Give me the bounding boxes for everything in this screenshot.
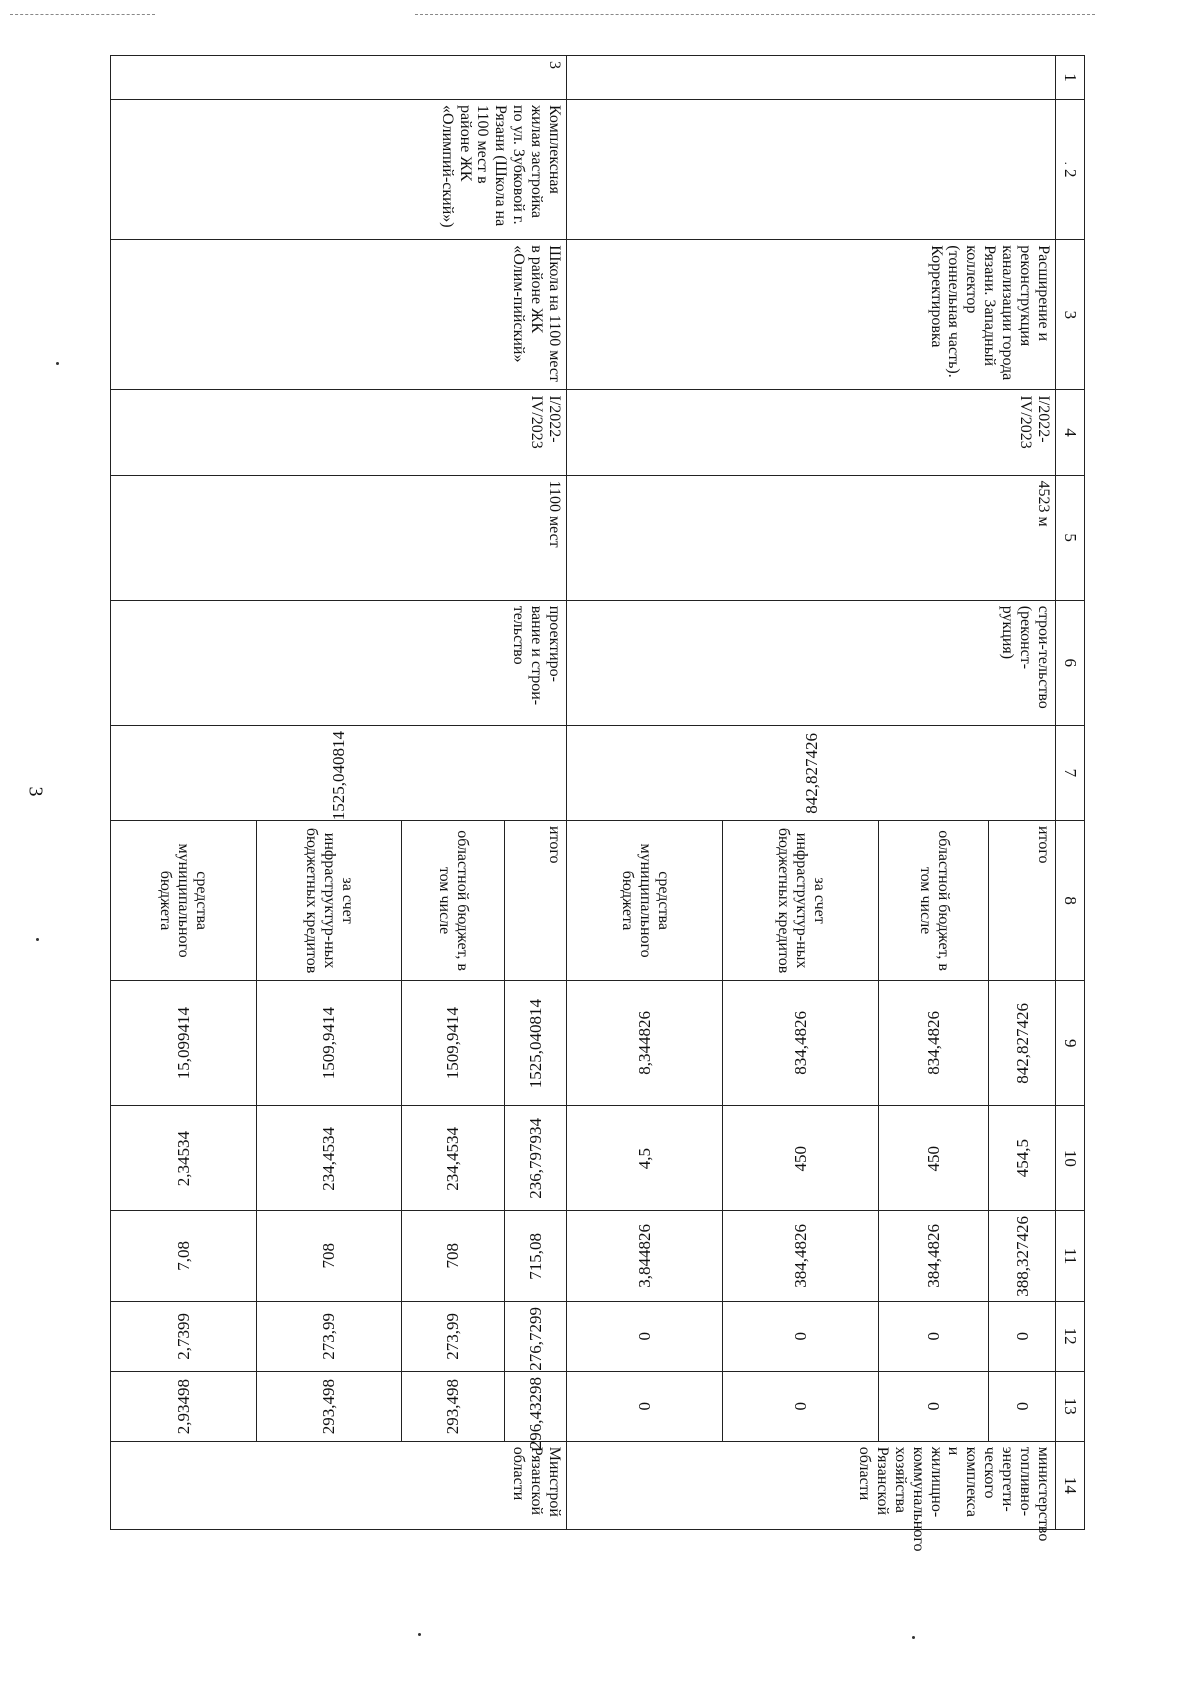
cell-c12: 276,7299: [504, 1301, 566, 1371]
col-header-1: 1: [1056, 56, 1085, 100]
cell-c11: 708: [402, 1211, 505, 1301]
table-row: [989, 56, 1056, 1530]
cell-c9: 834,4826: [723, 981, 879, 1106]
scan-artifact: [415, 14, 1095, 15]
cell-c13: 0: [989, 1371, 1056, 1441]
source-label: за счет инфраструктур-ных бюджетных кредитов: [723, 820, 879, 980]
total-cost: 1525,040814: [111, 725, 567, 820]
cell-c13: 293,498: [256, 1371, 402, 1441]
table-row: [504, 56, 566, 1530]
source-label: итого: [989, 820, 1056, 980]
cell-c13: 293,498: [402, 1371, 505, 1441]
source-label: итого: [504, 820, 566, 980]
cell-c13: 2,93498: [111, 1371, 257, 1441]
scan-speck: [56, 362, 59, 365]
capacity: 1100 мест: [111, 475, 567, 600]
cell-c9: 1509,9414: [256, 981, 402, 1106]
header-row: [1056, 56, 1085, 1530]
col-header-6: 6: [1056, 600, 1085, 725]
cell-c13: 0: [723, 1371, 879, 1441]
col-header-13: 13: [1056, 1371, 1085, 1441]
row-number: [567, 56, 1056, 100]
cell-c11: 715,08: [504, 1211, 566, 1301]
table-area: [110, 55, 1085, 1552]
cell-c13: 296,43298: [504, 1371, 566, 1441]
cell-c13: 0: [879, 1371, 989, 1441]
col2-mark: .: [1061, 161, 1076, 165]
col-header-5: 5: [1056, 475, 1085, 600]
cell-c9: 1525,040814: [504, 981, 566, 1106]
col-header-3: 3: [1056, 240, 1085, 390]
col-header-7: 7: [1056, 725, 1085, 820]
cell-c11: 384,4826: [879, 1211, 989, 1301]
cell-c10: 450: [723, 1106, 879, 1211]
col-header-11: 11: [1056, 1211, 1085, 1301]
row-number: 3: [111, 56, 567, 100]
cell-c11: 384,4826: [723, 1211, 879, 1301]
scan-speck: [912, 1636, 915, 1639]
period: I/2022-IV/2023: [111, 390, 567, 475]
program-table: [110, 55, 1085, 1552]
cell-c12: 2,7399: [111, 1301, 257, 1371]
rotated-table-container: [110, 55, 1085, 1552]
cell-c11: 708: [256, 1211, 402, 1301]
scan-artifact: [10, 14, 155, 15]
cell-c12: 0: [989, 1301, 1056, 1371]
col-header-14: 14: [1056, 1441, 1085, 1529]
cell-c9: 15,099414: [111, 981, 257, 1106]
total-cost: 842,827426: [567, 725, 1056, 820]
col-header-10: 10: [1056, 1106, 1085, 1211]
cell-c10: 236,797934: [504, 1106, 566, 1211]
cell-c9: 842,827426: [989, 981, 1056, 1106]
cell-c10: 4,5: [567, 1106, 723, 1211]
object-name: [567, 100, 1056, 240]
cell-c13: 0: [567, 1371, 723, 1441]
col-header-8: 8: [1056, 820, 1085, 980]
cell-c10: 234,4534: [402, 1106, 505, 1211]
cell-c10: 2,34534: [111, 1106, 257, 1211]
col-header-12: 12: [1056, 1301, 1085, 1371]
source-label: за счет инфраструктур-ных бюджетных кредитов: [256, 820, 402, 980]
project-name: Школа на 1100 мест в районе ЖК «Олим-пийский»: [111, 240, 567, 390]
cell-c9: 1509,9414: [402, 981, 505, 1106]
source-label: средства муниципального бюджета: [111, 820, 257, 980]
col-header-2: . 2: [1056, 100, 1085, 240]
cell-c12: 0: [567, 1301, 723, 1371]
cell-c12: 0: [723, 1301, 879, 1371]
cell-c9: 834,4826: [879, 981, 989, 1106]
cell-c10: 450: [879, 1106, 989, 1211]
cell-c12: 273,99: [402, 1301, 505, 1371]
scan-speck: [418, 1633, 421, 1636]
source-label: средства муниципального бюджета: [567, 820, 723, 980]
project-name: Расширение и реконструкция канализации города Рязани. Западный коллектор (тоннельная часть). Корректировка: [567, 240, 1056, 390]
col-header-9: 9: [1056, 981, 1085, 1106]
source-label: областной бюджет, в том числе: [879, 820, 989, 980]
cell-c10: 454,5: [989, 1106, 1056, 1211]
cell-c10: 234,4534: [256, 1106, 402, 1211]
object-name: Комплексная жилая застройка по ул. Зубковой г. Рязани (Школа на 1100 мест в районе ЖК «Олимпий-ский»): [111, 100, 567, 240]
source-label: областной бюджет, в том числе: [402, 820, 505, 980]
work-type: строи-тельство (реконст-рукция): [567, 600, 1056, 725]
cell-c11: 7,08: [111, 1211, 257, 1301]
page-number: 3: [24, 786, 47, 797]
executor: Минстрой Рязанской области: [111, 1441, 567, 1529]
work-type: проектиро-вание и строи-тельство: [111, 600, 567, 725]
scan-speck: [36, 938, 39, 941]
cell-c12: 273,99: [256, 1301, 402, 1371]
period: I/2022-IV/2023: [567, 390, 1056, 475]
executor: министерство топливно-энергети-ческого комплекса и жилищно-коммунального хозяйства Рязанской области: [567, 1441, 1056, 1529]
cell-c11: 388,327426: [989, 1211, 1056, 1301]
col-header-4: 4: [1056, 390, 1085, 475]
cell-c12: 0: [879, 1301, 989, 1371]
cell-c9: 8,344826: [567, 981, 723, 1106]
capacity: 4523 м: [567, 475, 1056, 600]
cell-c11: 3,844826: [567, 1211, 723, 1301]
